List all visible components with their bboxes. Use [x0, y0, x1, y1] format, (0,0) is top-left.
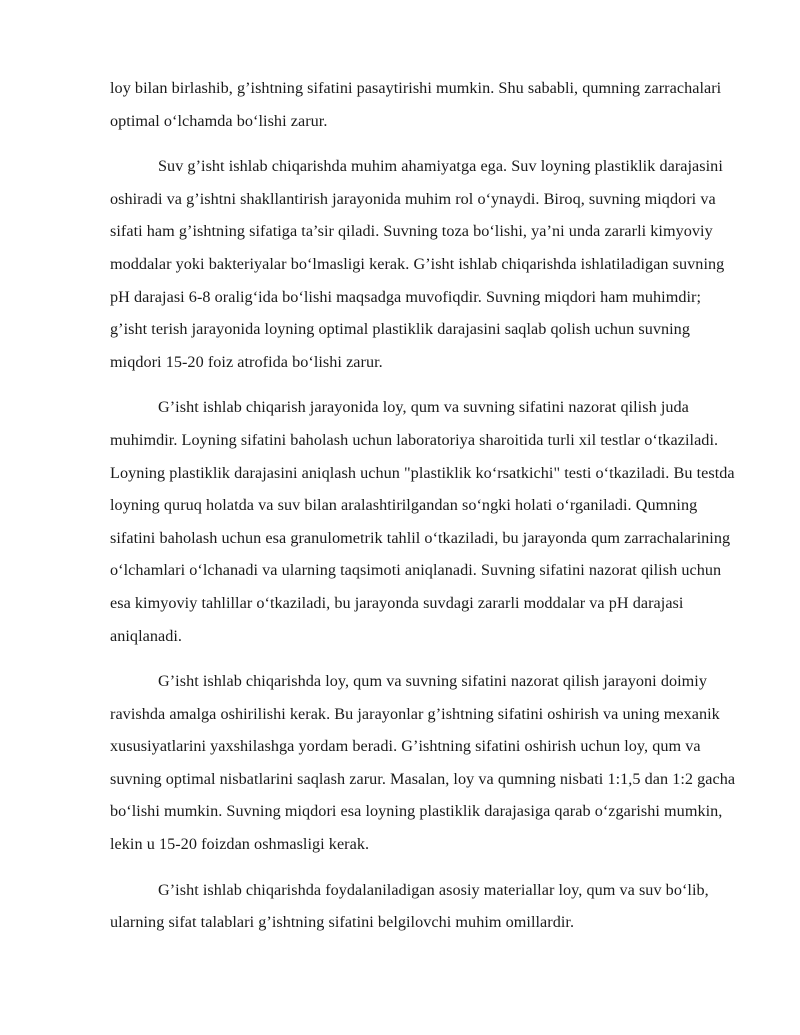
paragraph-continuous-control: G’isht ishlab chiqarishda loy, qum va suvning sifatini nazorat qilish jarayoni doimiy ravishda amalga oshirilishi kerak. Bu jarayonlar g’ishtning sifatini oshirish va uning mexanik xususiyatlarini yaxshilashga yordam beradi. G’ishtning sifatini oshirish uchun loy, qum va suvning optimal nisbatlarini saqlash zarur. Masalan, loy va qumning nisbati 1:1,5 dan 1:2 gacha bo‘lishi mumkin. Suvning miqdori esa loyning plastiklik darajasiga qarab o‘zgarishi mumkin, lekin u 15-20 foizdan oshmasligi kerak.	[110, 672, 736, 854]
document-body	[110, 72, 742, 939]
paragraph-conclusion: G’isht ishlab chiqarishda foydalaniladigan asosiy materiallar loy, qum va suv bo‘lib, ularning sifat talablari g’ishtning sifatini belgilovchi muhim omillardir.	[110, 880, 709, 932]
paragraph-continuation: loy bilan birlashib, g’ishtning sifatini pasaytirishi mumkin. Shu sababli, qumning zarrachalari optimal o‘lchamda bo‘lishi zarur.	[110, 79, 722, 130]
paragraph-water: Suv g’isht ishlab chiqarishda muhim ahamiyatga ega. Suv loyning plastiklik darajasini oshiradi va g’ishtni shakllantirish jarayonida muhim rol o‘ynaydi. Biroq, suvning miqdori va sifati ham g’ishtning sifatiga ta’sir qiladi. Suvning toza bo‘lishi, ya’ni unda zararli kimyoviy moddalar yoki bakteriyalar bo‘lmasligi kerak. G’isht ishlab chiqarishda ishlatiladigan suvning pH darajasi 6-8 oralig‘ida bo‘lishi maqsadga muvofiqdir. Suvning miqdori ham muhimdir; g’isht terish jarayonida loyning optimal plastiklik darajasini saqlab qolish uchun suvning miqdori 15-20 foiz atrofida bo‘lishi zarur.	[110, 157, 725, 371]
paragraph-quality-control: G’isht ishlab chiqarish jarayonida loy, qum va suvning sifatini nazorat qilish juda muhimdir. Loyning sifatini baholash uchun laboratoriya sharoitida turli xil testlar o‘tkaziladi. Loyning plastiklik darajasini aniqlash uchun "plastiklik ko‘rsatkichi" testi o‘tkaziladi. Bu testda loyning quruq holatda va suv bilan aralashtirilgandan so‘ngki holati o‘rganiladi. Qumning sifatini baholash uchun esa granulometrik tahlil o‘tkaziladi, bu jarayonda qum zarrachalarining o‘lchamlari o‘lchanadi va ularning taqsimoti aniqlanadi. Suvning sifatini nazorat qilish uchun esa kimyoviy tahlillar o‘tkaziladi, bu jarayonda suvdagi zararli moddalar va pH darajasi aniqlanadi.	[110, 398, 735, 645]
